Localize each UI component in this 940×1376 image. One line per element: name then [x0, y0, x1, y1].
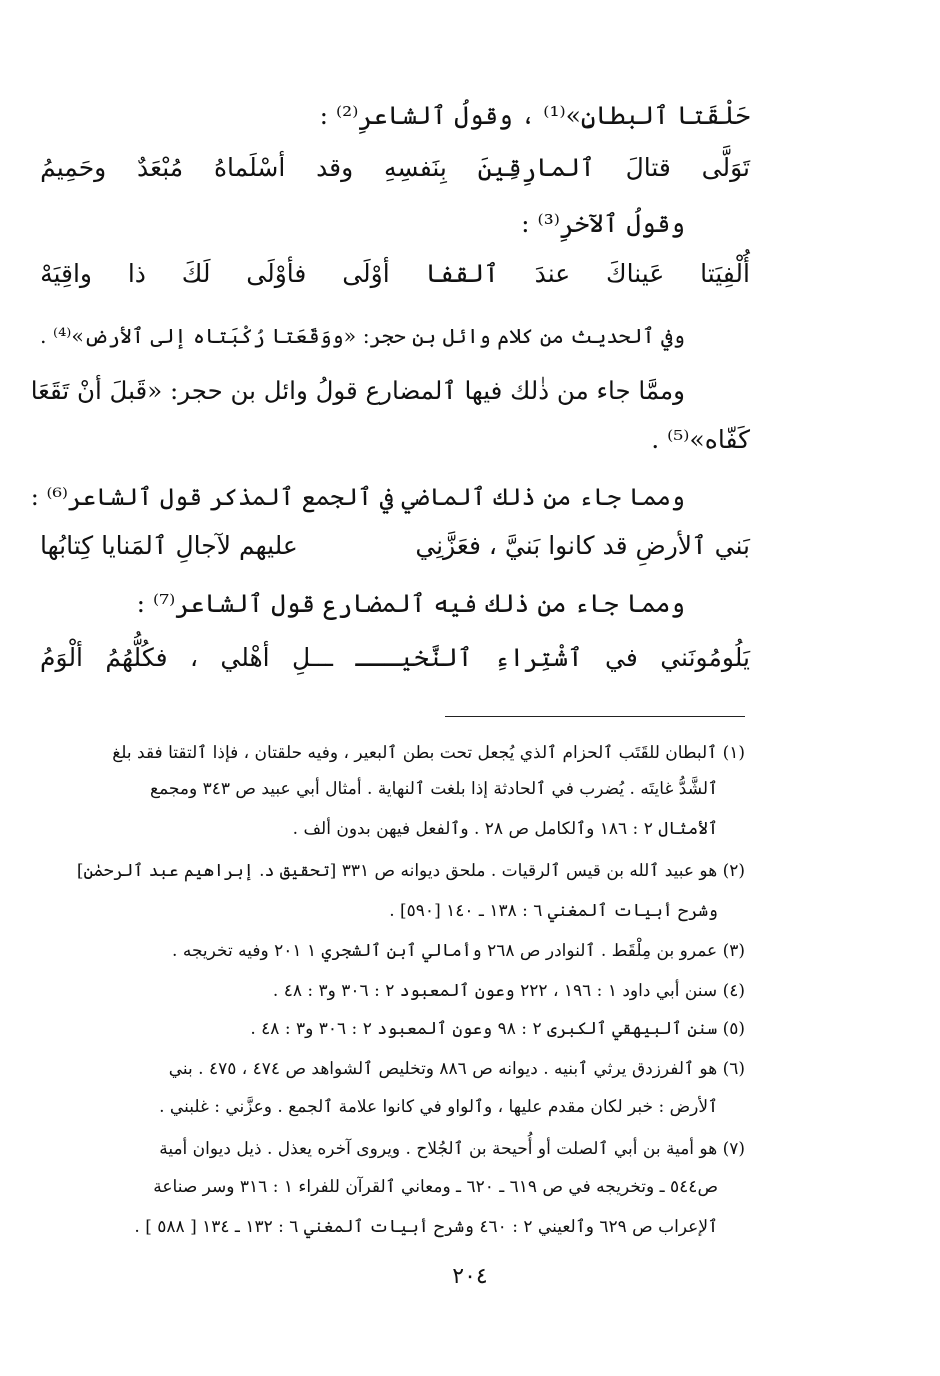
- verse-word: ٱلمارِقِينَ: [477, 153, 595, 182]
- footnote-line: ٱلأمثال ٢ : ١٨٦ وٱلكامل ص ٢٨ . وٱلفعل فيهن بدون ألف .: [292, 819, 718, 839]
- body-line: وقولُ ٱلآخرِ⁽³⁾ :: [521, 209, 685, 238]
- verse-word: ـــلِ: [291, 643, 333, 672]
- footnote-line: (٦) هو ٱلفرزدق يرثي ٱبنيه . ديوانه ص ٨٨٦ وتخليص ٱلشواهد ص ٤٧٤ ، ٤٧٥ . بني: [168, 1059, 745, 1079]
- footnote-line: (٣) عمرو بن مِلْقَط . ٱلنوادر ص ٢٦٨ وأمالي ٱبن ٱلشجري ١ ٢٠١ وفيه تخريجه .: [172, 941, 745, 961]
- verse-word: فأوْلَى: [246, 259, 307, 288]
- footnote-line: ص٥٤٤ ـ وتخريجه في ص ٦١٩ ـ ٦٢٠ ـ ومعاني ٱلقرآن للفراء ١ : ٣١٦ وسر صناعة: [153, 1177, 718, 1197]
- footnote-line: ٱلإعراب ص ٦٢٩ وٱلعيني ٢ : ٤٦٠ وشرح أبيات ٱلمغني ٦ : ١٣٢ ـ ١٣٤ [ ٥٨٨ ] .: [134, 1217, 718, 1237]
- verse-word: يَلُومُونَني: [660, 643, 750, 672]
- page-number: ٢٠٤: [452, 1264, 488, 1289]
- verse-word: ألْوَمُ: [40, 643, 84, 672]
- verse-word: فكُلُّهُمُ: [105, 643, 168, 672]
- footnote-line: وشرح أبيات ٱلمغني ٦ : ١٣٨ ـ ١٤٠ [٥٩٠] .: [389, 901, 718, 921]
- verse-word: أوْلَى: [342, 259, 390, 288]
- footnote-line: (٥) سنن ٱلبيهقي ٱلكبرى ٢ : ٩٨ وعون ٱلمعبود ٢ : ٣٠٦ و٣ : ٤٨ .: [250, 1019, 745, 1039]
- verse-word: ٱلنَّخيـــ: [355, 643, 473, 672]
- verse-word: قتالَ: [625, 153, 671, 182]
- verse-hemistich: عليهم لآجالِ ٱلمَنايا كِتابُها: [40, 531, 298, 560]
- verse-2: [40, 252, 750, 296]
- footnote-line: (٤) سنن أبي داود ١ : ١٩٦ ، ٢٢٢ وعون ٱلمعبود ٢ : ٣٠٦ و٣ : ٤٨ .: [272, 981, 745, 1001]
- verse-3: [40, 524, 750, 568]
- footnote-line: (١) ٱلبطان للقَتَب ٱلحزام ٱلذي يُجعل تحت بطن ٱلبعير ، وفيه حلقتان ، فإذا ٱلتقتا فقد بلغ: [112, 743, 745, 763]
- verse-word: أهْلي: [220, 643, 270, 672]
- verse-word: عَيناكَ: [606, 259, 665, 288]
- footnote-line: (٧) هو أمية بن أبي ٱلصلت أو أُحيحة بن ٱلجُلاح . ويروى آخره يعذل . ذيل ديوان أمية: [159, 1139, 745, 1159]
- body-line: كَفّاه»⁽⁵⁾ .: [651, 425, 750, 454]
- verse-1: [40, 146, 750, 190]
- verse-word: واقِيَهْ: [40, 259, 92, 288]
- verse-word: ٱشْتِراءِ: [494, 643, 583, 672]
- body-line: ومما جاء من ذٰلك ٱلماضي في ٱلجمع ٱلمذكر قول ٱلشاعر⁽⁶⁾ :: [30, 483, 685, 511]
- verse-word: ،: [189, 643, 199, 672]
- footnote-line: (٢) هو عبيد ٱلله بن قيس ٱلرقيات . ملحق ديوانه ص ٣٣١ [تحقيق د. إبراهيم عبد ٱلرحمٰن]: [76, 861, 745, 881]
- verse-word: ٱلقفا: [425, 259, 499, 288]
- body-line: وممَّا جاء من ذٰلك فيها ٱلمضارع قولُ وائل بن حجر: «قَبلَ أنْ تَقَعَا: [30, 376, 685, 405]
- verse-word: أسْلَماهُ: [213, 153, 286, 182]
- footnote-line: ٱلشَّدُّ غايتَه . يُضرب في ٱلحادثة إذا بلغت ٱلنهاية . أمثال أبي عبيد ص ٣٤٣ ومجمع: [150, 779, 718, 799]
- verse-word: في: [605, 643, 638, 672]
- verse-word: وقد: [316, 153, 354, 182]
- body-line: ومما جاء من ذٰلك فيه ٱلمضارع قول ٱلشاعر⁽⁷⁾ :: [136, 589, 685, 618]
- verse-hemistich: بَني ٱلأرضِ قد كانوا بَنيَّ ، فعَزَّنِي: [415, 531, 750, 560]
- verse-word: مُبْعَدٌ: [137, 153, 184, 182]
- verse-word: لَكَ: [181, 259, 211, 288]
- footnote-line: ٱلأرض : خبر لكان مقدم عليها ، وٱلواو في كانوا علامة ٱلجمع . وعزَّني : غلبني .: [159, 1097, 718, 1117]
- verse-4: [40, 636, 750, 680]
- body-line: وفي ٱلحديث من كلام وائل بن حجر: «ووَقَعَتا رُكْبَتاه إلى ٱلأرض»⁽⁴⁾ .: [40, 324, 685, 348]
- verse-word: أُلْفِيَتا: [700, 259, 750, 288]
- verse-word: ذا: [127, 259, 146, 288]
- verse-word: وحَمِيمُ: [40, 153, 107, 182]
- footnote-divider: [445, 716, 745, 717]
- body-line: حَلْقَتا ٱلبطانِ»⁽¹⁾ ، وقولُ ٱلشاعرِ⁽²⁾ :: [319, 101, 750, 130]
- verse-word: تَوَلَّى: [701, 153, 750, 182]
- verse-word: عندَ: [534, 259, 571, 288]
- verse-word: بِنَفسِهِ: [384, 153, 447, 182]
